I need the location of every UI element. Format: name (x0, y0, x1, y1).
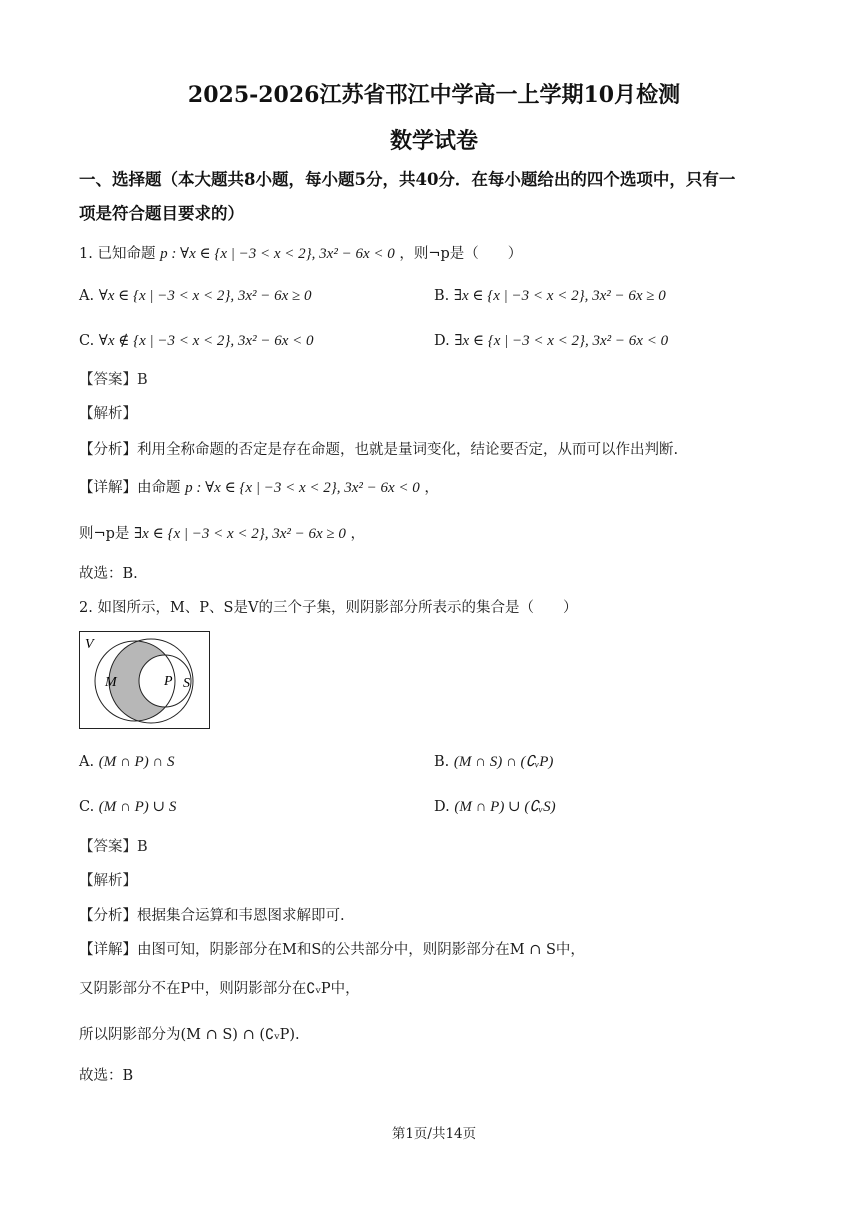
q2-option-b (434, 752, 553, 772)
q2-analysis-tag: 【解析】 (79, 873, 137, 889)
option-text: ∀x ∈ {x | −3 < x < 2}, 3x² − 6x ≥ 0 (98, 288, 312, 304)
q1-option-b (434, 286, 666, 306)
option-text: (M ∩ S) ∩ (∁ᵥP) (453, 754, 554, 770)
section-heading-line2: 项是符合题目要求的） (79, 204, 244, 223)
option-label: A. (79, 754, 95, 770)
q2-xiangjie-line3: 所以阴影部分为(M ∩ S) ∩ (∁ᵥP). (79, 1027, 300, 1043)
q2-option-c (79, 797, 176, 817)
option-label: C. (79, 333, 95, 349)
page-subtitle: 数学试卷 (389, 128, 478, 154)
option-label: C. (79, 799, 95, 815)
option-text: (M ∩ P) ∪ S (98, 799, 177, 815)
xiangjie-prefix: 【详解】由命题 (79, 480, 181, 496)
q2-answer: 【答案】B (79, 839, 148, 855)
q1-analysis-tag: 【解析】 (79, 406, 137, 422)
q2-choose: 故选：B (79, 1068, 134, 1084)
option-text: (M ∩ P) ∩ S (98, 754, 175, 770)
label-m: M (105, 675, 117, 690)
option-text: ∀x ∉ {x | −3 < x < 2}, 3x² − 6x < 0 (98, 333, 314, 349)
option-label: D. (434, 333, 450, 349)
label-s: S (183, 676, 190, 691)
then-suffix: ， (350, 526, 366, 542)
option-label: A. (79, 288, 95, 304)
option-label: D. (434, 799, 450, 815)
q1-stem-prefix: 1. 已知命题 (79, 246, 156, 262)
q2-stem: 2. 如图所示，M、P、S是V的三个子集，则阴影部分所表示的集合是（ ） (79, 600, 578, 616)
q1-option-a (79, 286, 312, 306)
q2-option-a (79, 752, 175, 772)
option-text: (M ∩ P) ∪ (∁ᵥS) (454, 799, 556, 815)
q1-xiangjie (79, 478, 439, 498)
q1-stem-suffix: ，则¬p是（ ） (399, 246, 523, 262)
xiangjie-formula: p : ∀x ∈ {x | −3 < x < 2}, 3x² − 6x < 0 (185, 480, 420, 496)
then-prefix: 则¬p是 (79, 526, 130, 542)
q2-option-d (434, 797, 556, 817)
option-label: B. (434, 288, 450, 304)
q1-stem-formula: p : ∀x ∈ {x | −3 < x < 2}, 3x² − 6x < 0 (160, 246, 395, 262)
q1-answer: 【答案】B (79, 372, 148, 388)
xiangjie-suffix: ， (424, 480, 439, 496)
q1-then (79, 524, 365, 544)
q2-xiangjie-line2: 又阴影部分不在P中，则阴影部分在∁ᵥP中， (79, 981, 360, 997)
q1-choose: 故选：B. (79, 566, 138, 582)
q1-option-c (79, 331, 313, 351)
q1-stem (79, 244, 522, 264)
q1-option-d (434, 331, 668, 351)
venn-diagram (79, 631, 211, 731)
option-label: B. (434, 754, 450, 770)
option-text: ∃x ∈ {x | −3 < x < 2}, 3x² − 6x ≥ 0 (453, 288, 666, 304)
option-text: ∃x ∈ {x | −3 < x < 2}, 3x² − 6x < 0 (454, 333, 669, 349)
then-formula: ∃x ∈ {x | −3 < x < 2}, 3x² − 6x ≥ 0 (134, 526, 346, 542)
page-footer: 第1页/共14页 (391, 1126, 477, 1142)
page-title: 2025-2026江苏省邗江中学高一上学期10月检测 (187, 82, 681, 108)
q1-fenxi: 【分析】利用全称命题的否定是存在命题，也就是量词变化，结论要否定，从而可以作出判断. (79, 442, 679, 458)
section-heading-line1: 一、选择题（本大题共8小题，每小题5分，共40分．在每小题给出的四个选项中，只有一 (79, 170, 736, 189)
q2-xiangjie: 【详解】由图可知，阴影部分在M和S的公共部分中，则阴影部分在M ∩ S中， (79, 942, 585, 958)
label-v: V (85, 637, 94, 652)
q2-fenxi: 【分析】根据集合运算和韦恩图求解即可. (79, 908, 345, 924)
label-p: P (164, 674, 173, 689)
